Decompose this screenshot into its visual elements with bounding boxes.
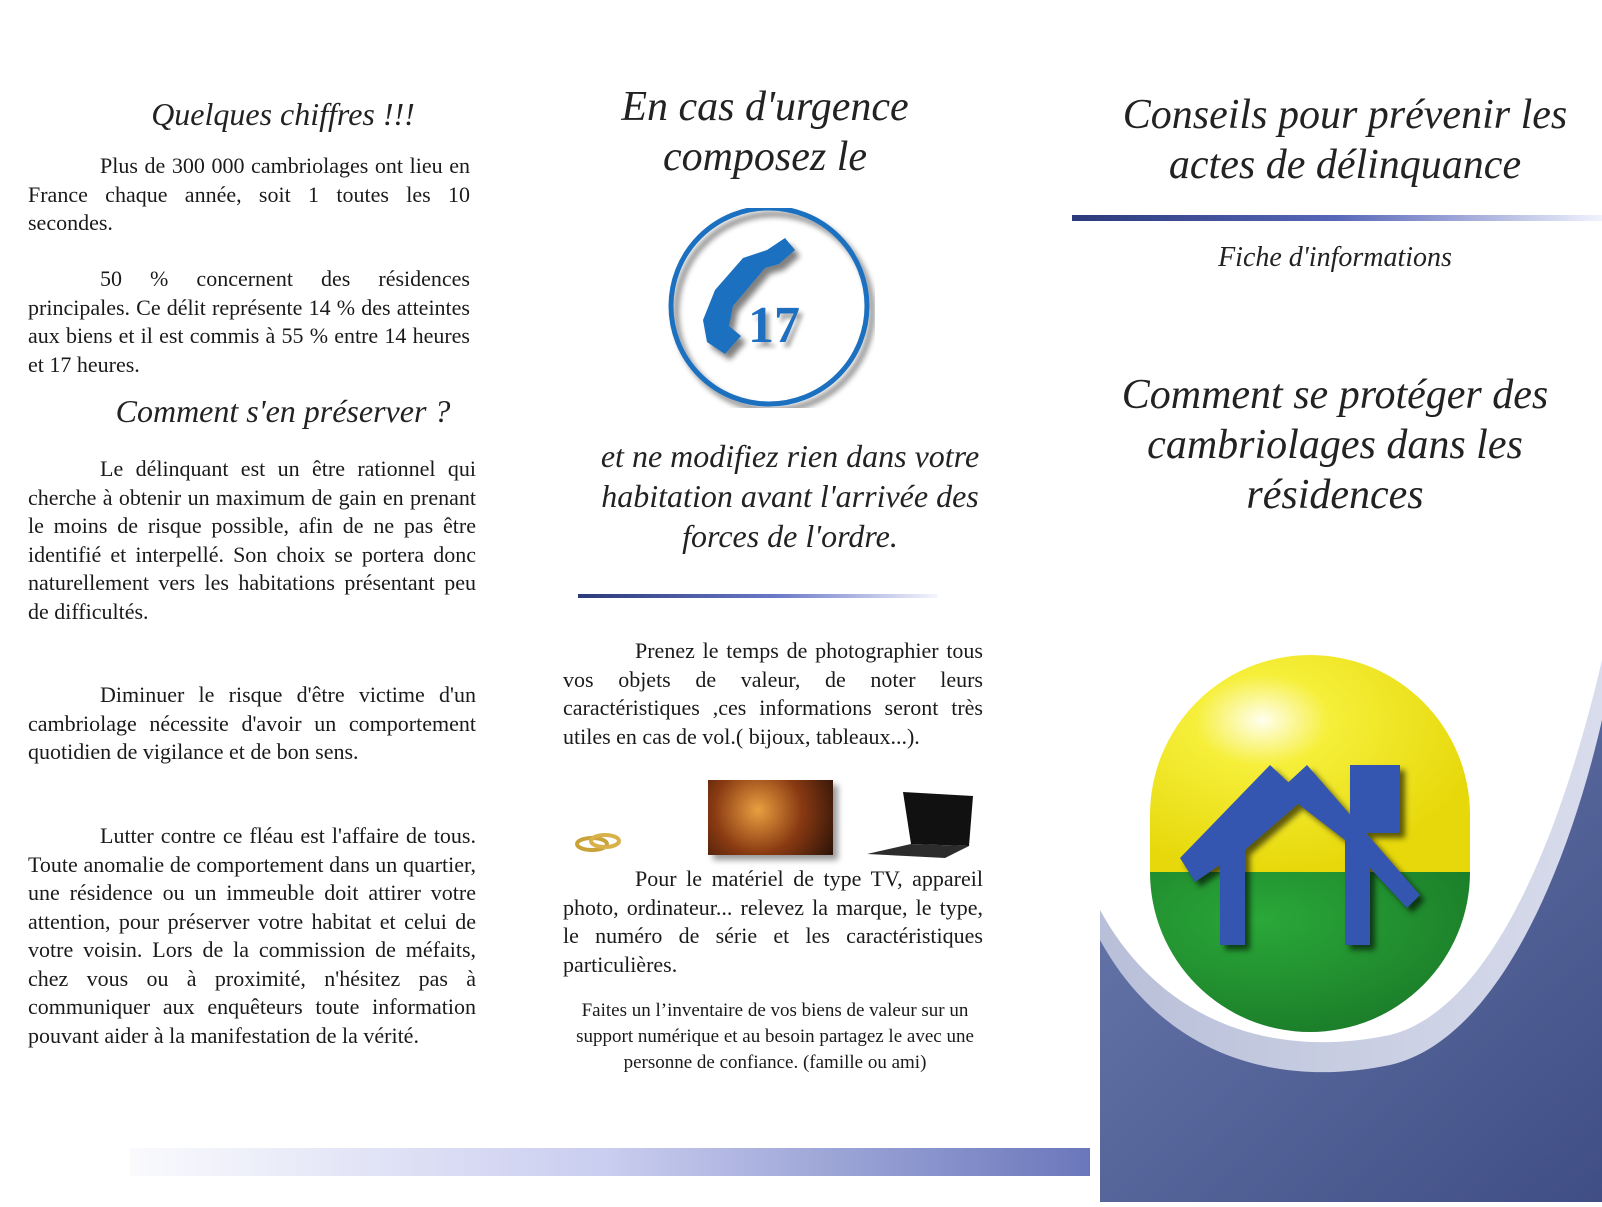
paragraph-diminuer-risque: Diminuer le risque d'être victime d'un cambriolage nécessite d'avoir un comportement quotidien de vigilance et de bon sens. <box>28 682 476 764</box>
painting-image <box>708 780 833 855</box>
paragraph-stats-2: 50 % concernent des résidences principales. Ce délit représente 14 % des atteintes aux biens et il est commis à 55 % entre 14 heures et 17 heures. <box>28 266 470 377</box>
paragraph-materiel: Pour le matériel de type TV, appareil photo, ordinateur... relevez la marque, le type, le numéro de série et les caractéristiques particulières. <box>563 866 983 977</box>
emergency-heading-line1: En cas d'urgence <box>621 84 909 130</box>
bottom-gradient-bar <box>130 1148 1090 1176</box>
paragraph-photographier: Prenez le temps de photographier tous vos objets de valeur, de noter leurs caractéristiques ,ces informations seront très utiles en cas de vol.( bijoux, tableaux...). <box>563 638 983 749</box>
paragraph-delinquant: Le délinquant est un être rationnel qui cherche à obtenir un maximum de gain en prenant le moins de risque possible, afin de ne pas être identifié et interpellé. Son choix se portera donc naturellement vers les habitations présentant peu de difficultés. <box>28 456 476 624</box>
title-divider <box>1072 215 1602 221</box>
logo-panel <box>1070 640 1602 1202</box>
heading-quelques-chiffres: Quelques chiffres !!! <box>151 96 415 132</box>
emergency-subtext: et ne modifiez rien dans votre habitation avant l'arrivée des forces de l'ordre. <box>600 438 980 554</box>
divider-rule <box>578 594 938 598</box>
emergency-heading-line2: composez le <box>662 134 868 180</box>
paragraph-stats-1: Plus de 300 000 cambriolages ont lieu en France chaque année, soit 1 toutes les 10 secondes. <box>28 153 470 235</box>
emergency-heading <box>555 82 975 182</box>
laptop-image <box>865 790 985 860</box>
paragraph-inventaire: Faites un l’inventaire de vos biens de valeur sur un support numérique et au besoin partagez le avec une personne de confiance. (famille ou ami) <box>576 1000 974 1073</box>
brochure-main-title: Comment se protéger des cambriolages dans les résidences <box>1121 372 1549 518</box>
emergency-17-badge <box>663 208 875 408</box>
rings-image <box>575 826 625 856</box>
brochure-title: Conseils pour prévenir les actes de délinquance <box>1122 92 1568 188</box>
paragraph-lutter: Lutter contre ce fléau est l'affaire de tous. Toute anomalie de comportement dans un quartier, une résidence ou un immeuble doit attirer votre attention, pour préserver votre habitat et celui de votre voisin. Lors de la commission de méfaits, chez vous ou à proximité, n'hésitez pas à communiquer aux enquêteurs toute information pouvant aider à la manifestation de la vérité. <box>28 823 476 1048</box>
heading-comment-preserver: Comment s'en préserver ? <box>115 393 451 429</box>
emergency-number: 17 <box>748 297 800 354</box>
brochure-subtitle: Fiche d'informations <box>1218 242 1452 273</box>
